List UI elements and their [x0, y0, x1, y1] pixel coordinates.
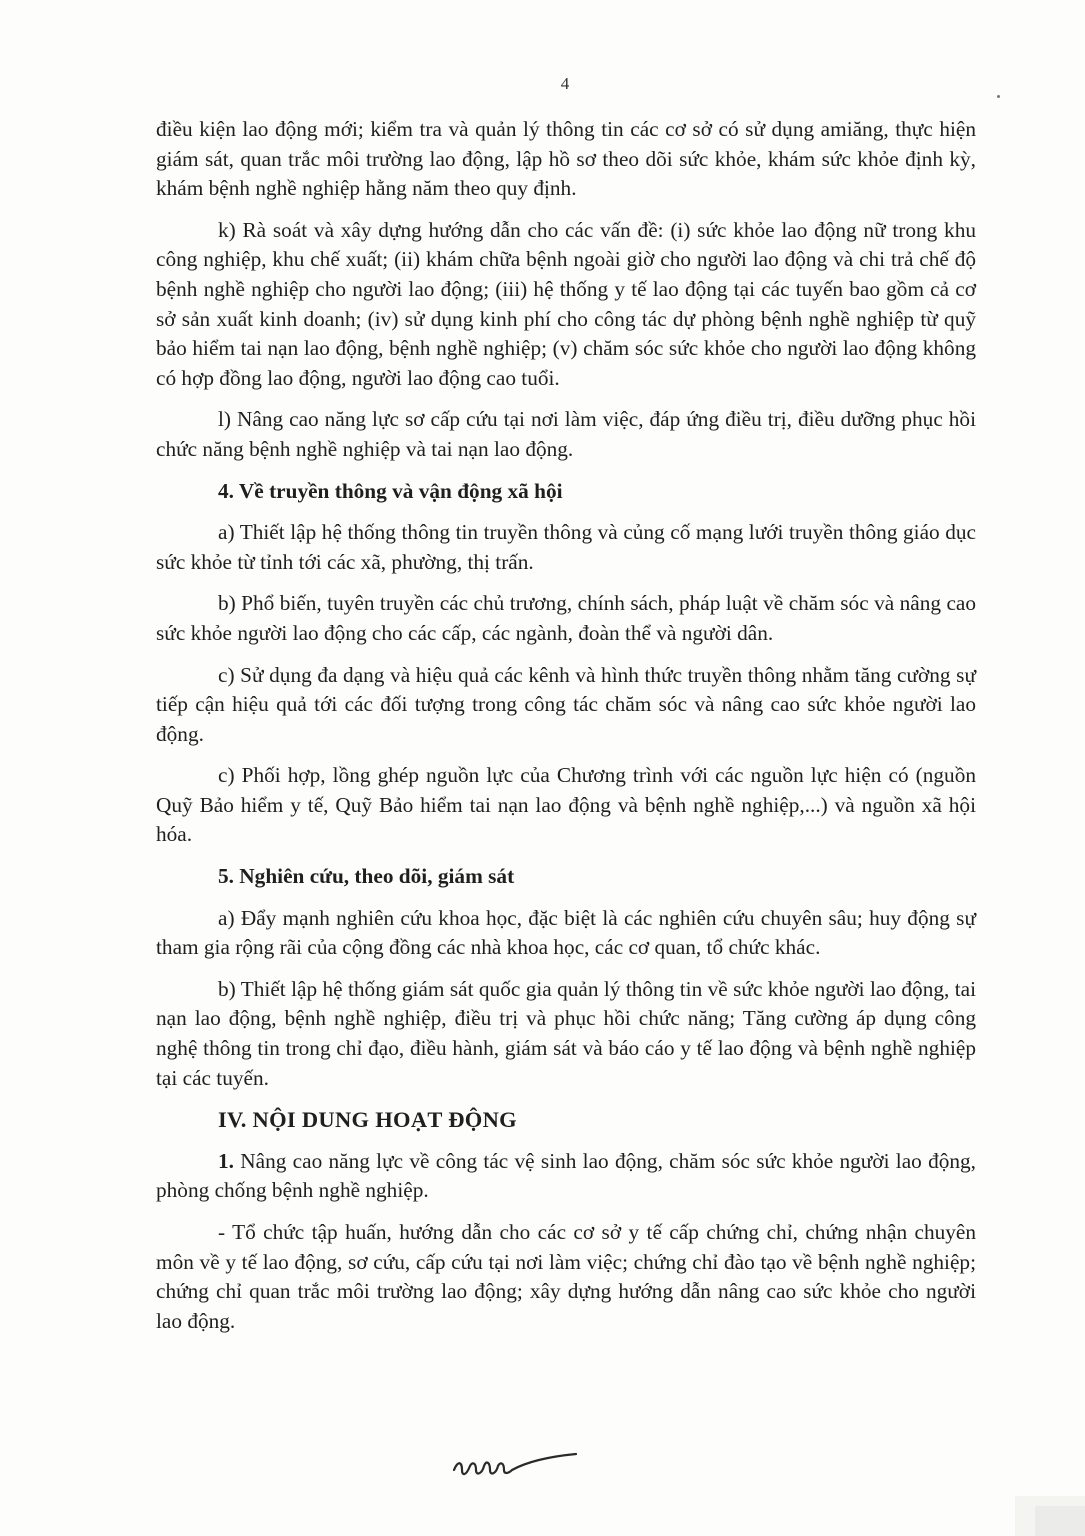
paragraph-5b: b) Thiết lập hệ thống giám sát quốc gia quản lý thông tin về sức khỏe người lao động, tai nạn lao động, bệnh nghề nghiệp, điều trị và phục hồi chức năng; Tăng cường áp dụng công nghệ thông tin trong chỉ đạo, điều hành, giám sát và báo cáo y tế lao động và bệnh nghề nghiệp tại các tuyến.	[156, 976, 976, 1090]
paragraph-item-l: l) Nâng cao năng lực sơ cấp cứu tại nơi làm việc, đáp ứng điều trị, điều dưỡng phục hồi chức năng bệnh nghề nghiệp và tai nạn lao động.	[156, 407, 976, 461]
paragraph-4b: b) Phổ biến, tuyên truyền các chủ trương, chính sách, pháp luật về chăm sóc và nâng cao sức khỏe người lao động cho các cấp, các ngành, đoàn thể và người dân.	[156, 591, 976, 645]
section-heading-4: 4. Về truyền thông và vận động xã hội	[218, 478, 563, 503]
paragraph-4c: c) Sử dụng đa dạng và hiệu quả các kênh và hình thức truyền thông nhằm tăng cường sự tiếp cận hiệu quả tới các đối tượng trong công tác chăm sóc và nâng cao sức khỏe người lao động.	[156, 662, 976, 746]
paragraph-continuation: điều kiện lao động mới; kiểm tra và quản lý thông tin các cơ sở có sử dụng amiăng, thực hiện giám sát, quan trắc môi trường lao động, lập hồ sơ theo dõi sức khỏe, khám sức khỏe định kỳ, khám bệnh nghề nghiệp hằng năm theo quy định.	[156, 117, 976, 201]
document-body	[156, 115, 976, 1348]
paragraph-item-k: k) Rà soát và xây dựng hướng dẫn cho các vấn đề: (i) sức khỏe lao động nữ trong khu công nghiệp, khu chế xuất; (ii) khám chữa bệnh ngoài giờ cho người lao động và chi trả chế độ bệnh nghề nghiệp cho người lao động; (iii) hệ thống y tế lao động tại các tuyến bao gồm cả cơ sở sản xuất kinh doanh; (iv) sử dụng kinh phí cho công tác dự phòng bệnh nghề nghiệp từ quỹ bảo hiểm tai nạn lao động, bệnh nghề nghiệp; (v) chăm sóc sức khỏe cho người lao động không có hợp đồng lao động, người lao động cao tuổi.	[156, 217, 976, 390]
paragraph-iv-1	[156, 1147, 976, 1206]
page-number: 4	[560, 74, 570, 93]
section-heading-5: 5. Nghiên cứu, theo dõi, giám sát	[218, 864, 515, 889]
scan-artifact	[995, 1476, 1085, 1536]
signature-initials	[450, 1440, 580, 1490]
scan-dot-mark	[997, 95, 1000, 98]
paragraph-5a: a) Đẩy mạnh nghiên cứu khoa học, đặc biệt là các nghiên cứu chuyên sâu; huy động sự tham gia rộng rãi của cộng đồng các nhà khoa học, các cơ quan, tổ chức khác.	[156, 905, 976, 960]
item-text: Nâng cao năng lực về công tác vệ sinh lao động, chăm sóc sức khỏe người lao động, phòng chống bệnh nghề nghiệp.	[156, 1148, 976, 1203]
paragraph-4c-second: c) Phối hợp, lồng ghép nguồn lực của Chương trình với các nguồn lực hiện có (nguồn Quỹ Bảo hiểm y tế, Quỹ Bảo hiểm tai nạn lao động và bệnh nghề nghiệp,...) và nguồn xã hội hóa.	[156, 763, 976, 847]
section-heading-iv: IV. NỘI DUNG HOẠT ĐỘNG	[218, 1107, 517, 1133]
item-number: 1.	[218, 1148, 234, 1173]
paragraph-iv-1-bullet: - Tổ chức tập huấn, hướng dẫn cho các cơ sở y tế cấp chứng chỉ, chứng nhận chuyên môn về y tế lao động, sơ cứu, cấp cứu tại nơi làm việc; chứng chỉ đào tạo về bệnh nghề nghiệp; chứng chỉ quan trắc môi trường lao động; xây dựng hướng dẫn nâng cao sức khỏe cho người lao động.	[156, 1220, 976, 1333]
paragraph-4a: a) Thiết lập hệ thống thông tin truyền thông và củng cố mạng lưới truyền thông giáo dục sức khỏe từ tỉnh tới các xã, phường, thị trấn.	[156, 520, 976, 574]
